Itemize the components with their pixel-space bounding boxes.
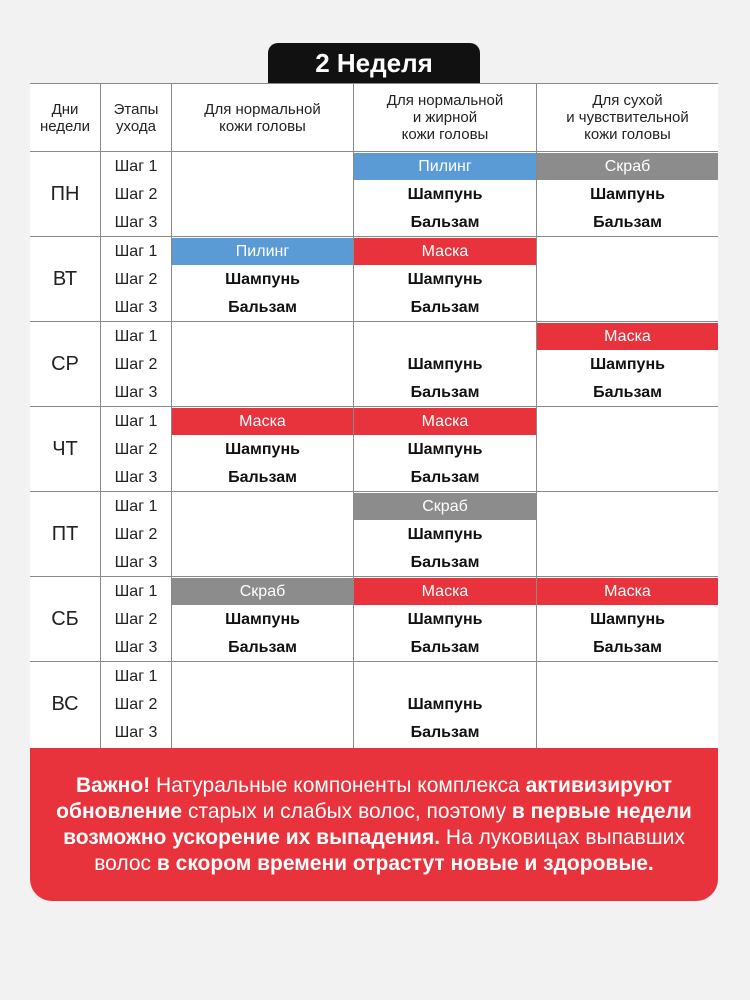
care-schedule-table — [30, 83, 718, 748]
header-stages: Этапы ухода — [113, 100, 159, 135]
procedure-cell-oily: Бальзам — [410, 214, 480, 231]
procedure-cell-dry: Бальзам — [593, 214, 662, 231]
header-oily-scalp: Для нормальной и жирной кожи головы — [386, 92, 504, 143]
procedure-cell-oily: Бальзам — [410, 639, 480, 656]
page-title: 2 Неделя — [268, 43, 480, 83]
step-label: Шаг 3 — [114, 554, 158, 571]
procedure-cell-normal: Шампунь — [225, 271, 300, 288]
day-label: ПТ — [51, 523, 79, 545]
row-divider — [30, 576, 718, 577]
procedure-cell-normal: Бальзам — [228, 299, 297, 316]
notice-text: На луковицах выпавших волос — [94, 825, 685, 875]
day-label: ПН — [50, 183, 80, 205]
step-label: Шаг 3 — [114, 384, 158, 401]
procedure-cell-normal: Скраб — [172, 578, 353, 605]
notice-bold-text: активизируют обновление — [56, 773, 673, 823]
procedure-cell-dry: Скраб — [537, 153, 718, 180]
procedure-cell-oily: Бальзам — [410, 384, 480, 401]
procedure-cell-oily: Бальзам — [410, 299, 480, 316]
procedure-cell-normal: Шампунь — [225, 611, 300, 628]
row-divider — [30, 321, 718, 322]
procedure-cell-dry: Маска — [537, 578, 718, 605]
row-divider — [30, 491, 718, 492]
day-label: СБ — [51, 608, 79, 630]
day-label: ВС — [51, 693, 79, 715]
procedure-cell-oily: Маска — [354, 408, 536, 435]
procedure-cell-normal: Маска — [172, 408, 353, 435]
day-label: СР — [51, 353, 79, 375]
procedure-cell-dry: Бальзам — [593, 639, 662, 656]
procedure-cell-dry: Шампунь — [590, 356, 665, 373]
step-label: Шаг 3 — [114, 469, 158, 486]
important-notice — [30, 748, 718, 901]
procedure-cell-oily: Шампунь — [407, 441, 483, 458]
procedure-cell-normal: Пилинг — [172, 238, 353, 265]
procedure-cell-oily: Бальзам — [410, 724, 480, 741]
procedure-cell-normal: Шампунь — [225, 441, 300, 458]
procedure-cell-normal: Бальзам — [228, 639, 297, 656]
header-days: Дни недели — [39, 100, 91, 135]
step-label: Шаг 2 — [114, 696, 158, 713]
procedure-cell-oily: Маска — [354, 238, 536, 265]
notice-bold-text: в первые недели возможно ускорение их выпадения. — [63, 799, 692, 849]
procedure-cell-normal: Бальзам — [228, 469, 297, 486]
step-label: Шаг 2 — [114, 441, 158, 458]
step-label: Шаг 2 — [114, 271, 158, 288]
step-label: Шаг 2 — [114, 356, 158, 373]
procedure-cell-oily: Шампунь — [407, 526, 483, 543]
step-label: Шаг 2 — [114, 526, 158, 543]
procedure-cell-oily: Шампунь — [407, 696, 483, 713]
procedure-cell-dry: Бальзам — [593, 384, 662, 401]
step-label: Шаг 1 — [114, 328, 158, 345]
procedure-cell-dry: Шампунь — [590, 186, 665, 203]
step-label: Шаг 1 — [114, 413, 158, 430]
table-top-border — [30, 83, 718, 84]
procedure-cell-oily: Пилинг — [354, 153, 536, 180]
header-normal-scalp: Для нормальной кожи головы — [204, 100, 321, 135]
notice-text: старых и слабых волос, поэтому — [182, 799, 512, 823]
row-divider — [30, 236, 718, 237]
step-label: Шаг 2 — [114, 611, 158, 628]
notice-text: Натуральные компоненты комплекса — [150, 773, 526, 797]
procedure-cell-oily: Бальзам — [410, 554, 480, 571]
step-label: Шаг 1 — [114, 583, 158, 600]
step-label: Шаг 3 — [114, 639, 158, 656]
procedure-cell-dry: Шампунь — [590, 611, 665, 628]
step-label: Шаг 3 — [114, 299, 158, 316]
day-label: ЧТ — [52, 438, 78, 460]
step-label: Шаг 1 — [114, 668, 158, 685]
step-label: Шаг 1 — [114, 498, 158, 515]
step-label: Шаг 1 — [114, 243, 158, 260]
procedure-cell-oily: Бальзам — [410, 469, 480, 486]
notice-bold-text: в скором времени отрастут новые и здоровые. — [156, 851, 654, 875]
row-divider — [30, 661, 718, 662]
procedure-cell-oily: Шампунь — [407, 611, 483, 628]
row-divider — [30, 406, 718, 407]
step-label: Шаг 1 — [114, 158, 158, 175]
step-label: Шаг 3 — [114, 214, 158, 231]
procedure-cell-oily: Шампунь — [407, 271, 483, 288]
procedure-cell-oily: Скраб — [354, 493, 536, 520]
procedure-cell-oily: Шампунь — [407, 186, 483, 203]
row-divider — [30, 151, 718, 152]
notice-important-label: Важно! — [75, 773, 151, 797]
procedure-cell-oily: Маска — [354, 578, 536, 605]
header-dry-scalp: Для сухой и чувствительной кожи головы — [566, 92, 689, 143]
day-label: ВТ — [52, 268, 78, 290]
procedure-cell-oily: Шампунь — [407, 356, 483, 373]
step-label: Шаг 3 — [114, 724, 158, 741]
step-label: Шаг 2 — [114, 186, 158, 203]
procedure-cell-dry: Маска — [537, 323, 718, 350]
